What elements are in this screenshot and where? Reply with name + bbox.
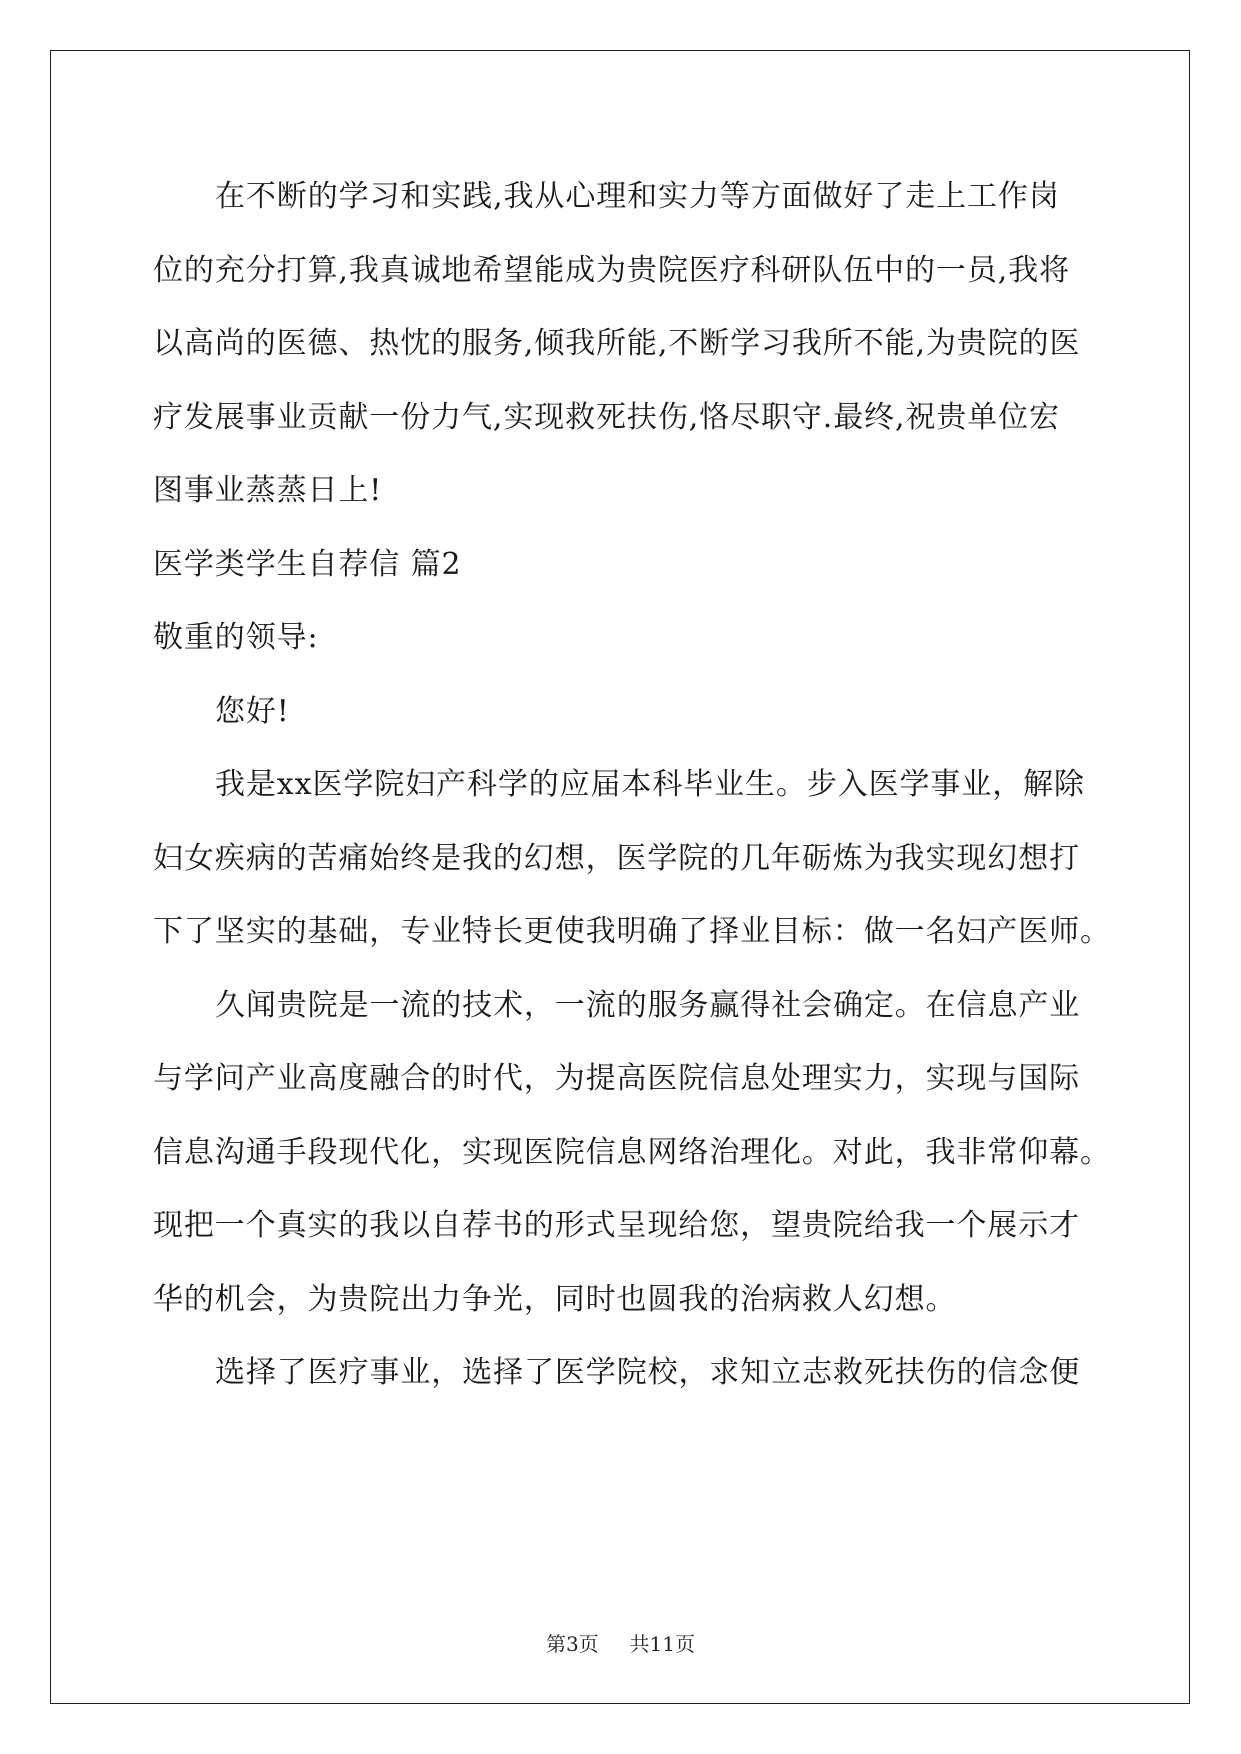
section-heading: 医学类学生自荐信 篇2 — [153, 546, 462, 582]
page-total: 共11页 — [629, 1632, 695, 1656]
page-number: 第3页 — [546, 1632, 599, 1656]
salutation: 敬重的领导: — [153, 620, 319, 655]
paragraph-line: 位的充分打算,我真诚地希望能成为贵院医疗科研队伍中的一员,我将 — [153, 252, 1070, 288]
paragraph-line: 疗发展事业贡献一份力气,实现救死扶伤,恪尽职守.最终,祝贵单位宏 — [153, 399, 1060, 435]
paragraph-line: 以高尚的医德、热忱的服务,倾我所能,不断学习我所不能,为贵院的医 — [153, 326, 1081, 361]
paragraph-line: 图事业蒸蒸日上! — [153, 473, 383, 508]
paragraph-line: 华的机会，为贵院出力争光，同时也圆我的治病救人幻想。 — [153, 1281, 957, 1317]
document-body — [153, 160, 1111, 1410]
paragraph-line: 选择了医疗事业，选择了医学院校，求知立志救死扶伤的信念便 — [215, 1355, 1081, 1390]
paragraph-line: 在不断的学习和实践,我从心理和实力等方面做好了走上工作岗 — [215, 179, 1060, 214]
paragraph-line: 现把一个真实的我以自荐书的形式呈现给您，望贵院给我一个展示才 — [153, 1208, 1080, 1243]
paragraph-line: 与学问产业高度融合的时代，为提高医院信息处理实力，实现与国际 — [153, 1061, 1080, 1096]
paragraph-line: 信息沟通手段现代化，实现医院信息网络治理化。对此，我非常仰幕。 — [153, 1134, 1111, 1170]
greeting: 您好! — [215, 693, 290, 729]
paragraph-line: 下了坚实的基础，专业特长更使我明确了择业目标：做一名妇产医师。 — [153, 914, 1111, 949]
paragraph-line: 久闻贵院是一流的技术，一流的服务赢得社会确定。在信息产业 — [215, 987, 1081, 1023]
page-footer — [0, 1628, 1241, 1657]
paragraph-line: 妇女疾病的苦痛始终是我的幻想，医学院的几年砺炼为我实现幻想打 — [153, 840, 1080, 876]
paragraph-line: 我是xx医学院妇产科学的应届本科毕业生。步入医学事业，解除 — [215, 767, 1085, 802]
